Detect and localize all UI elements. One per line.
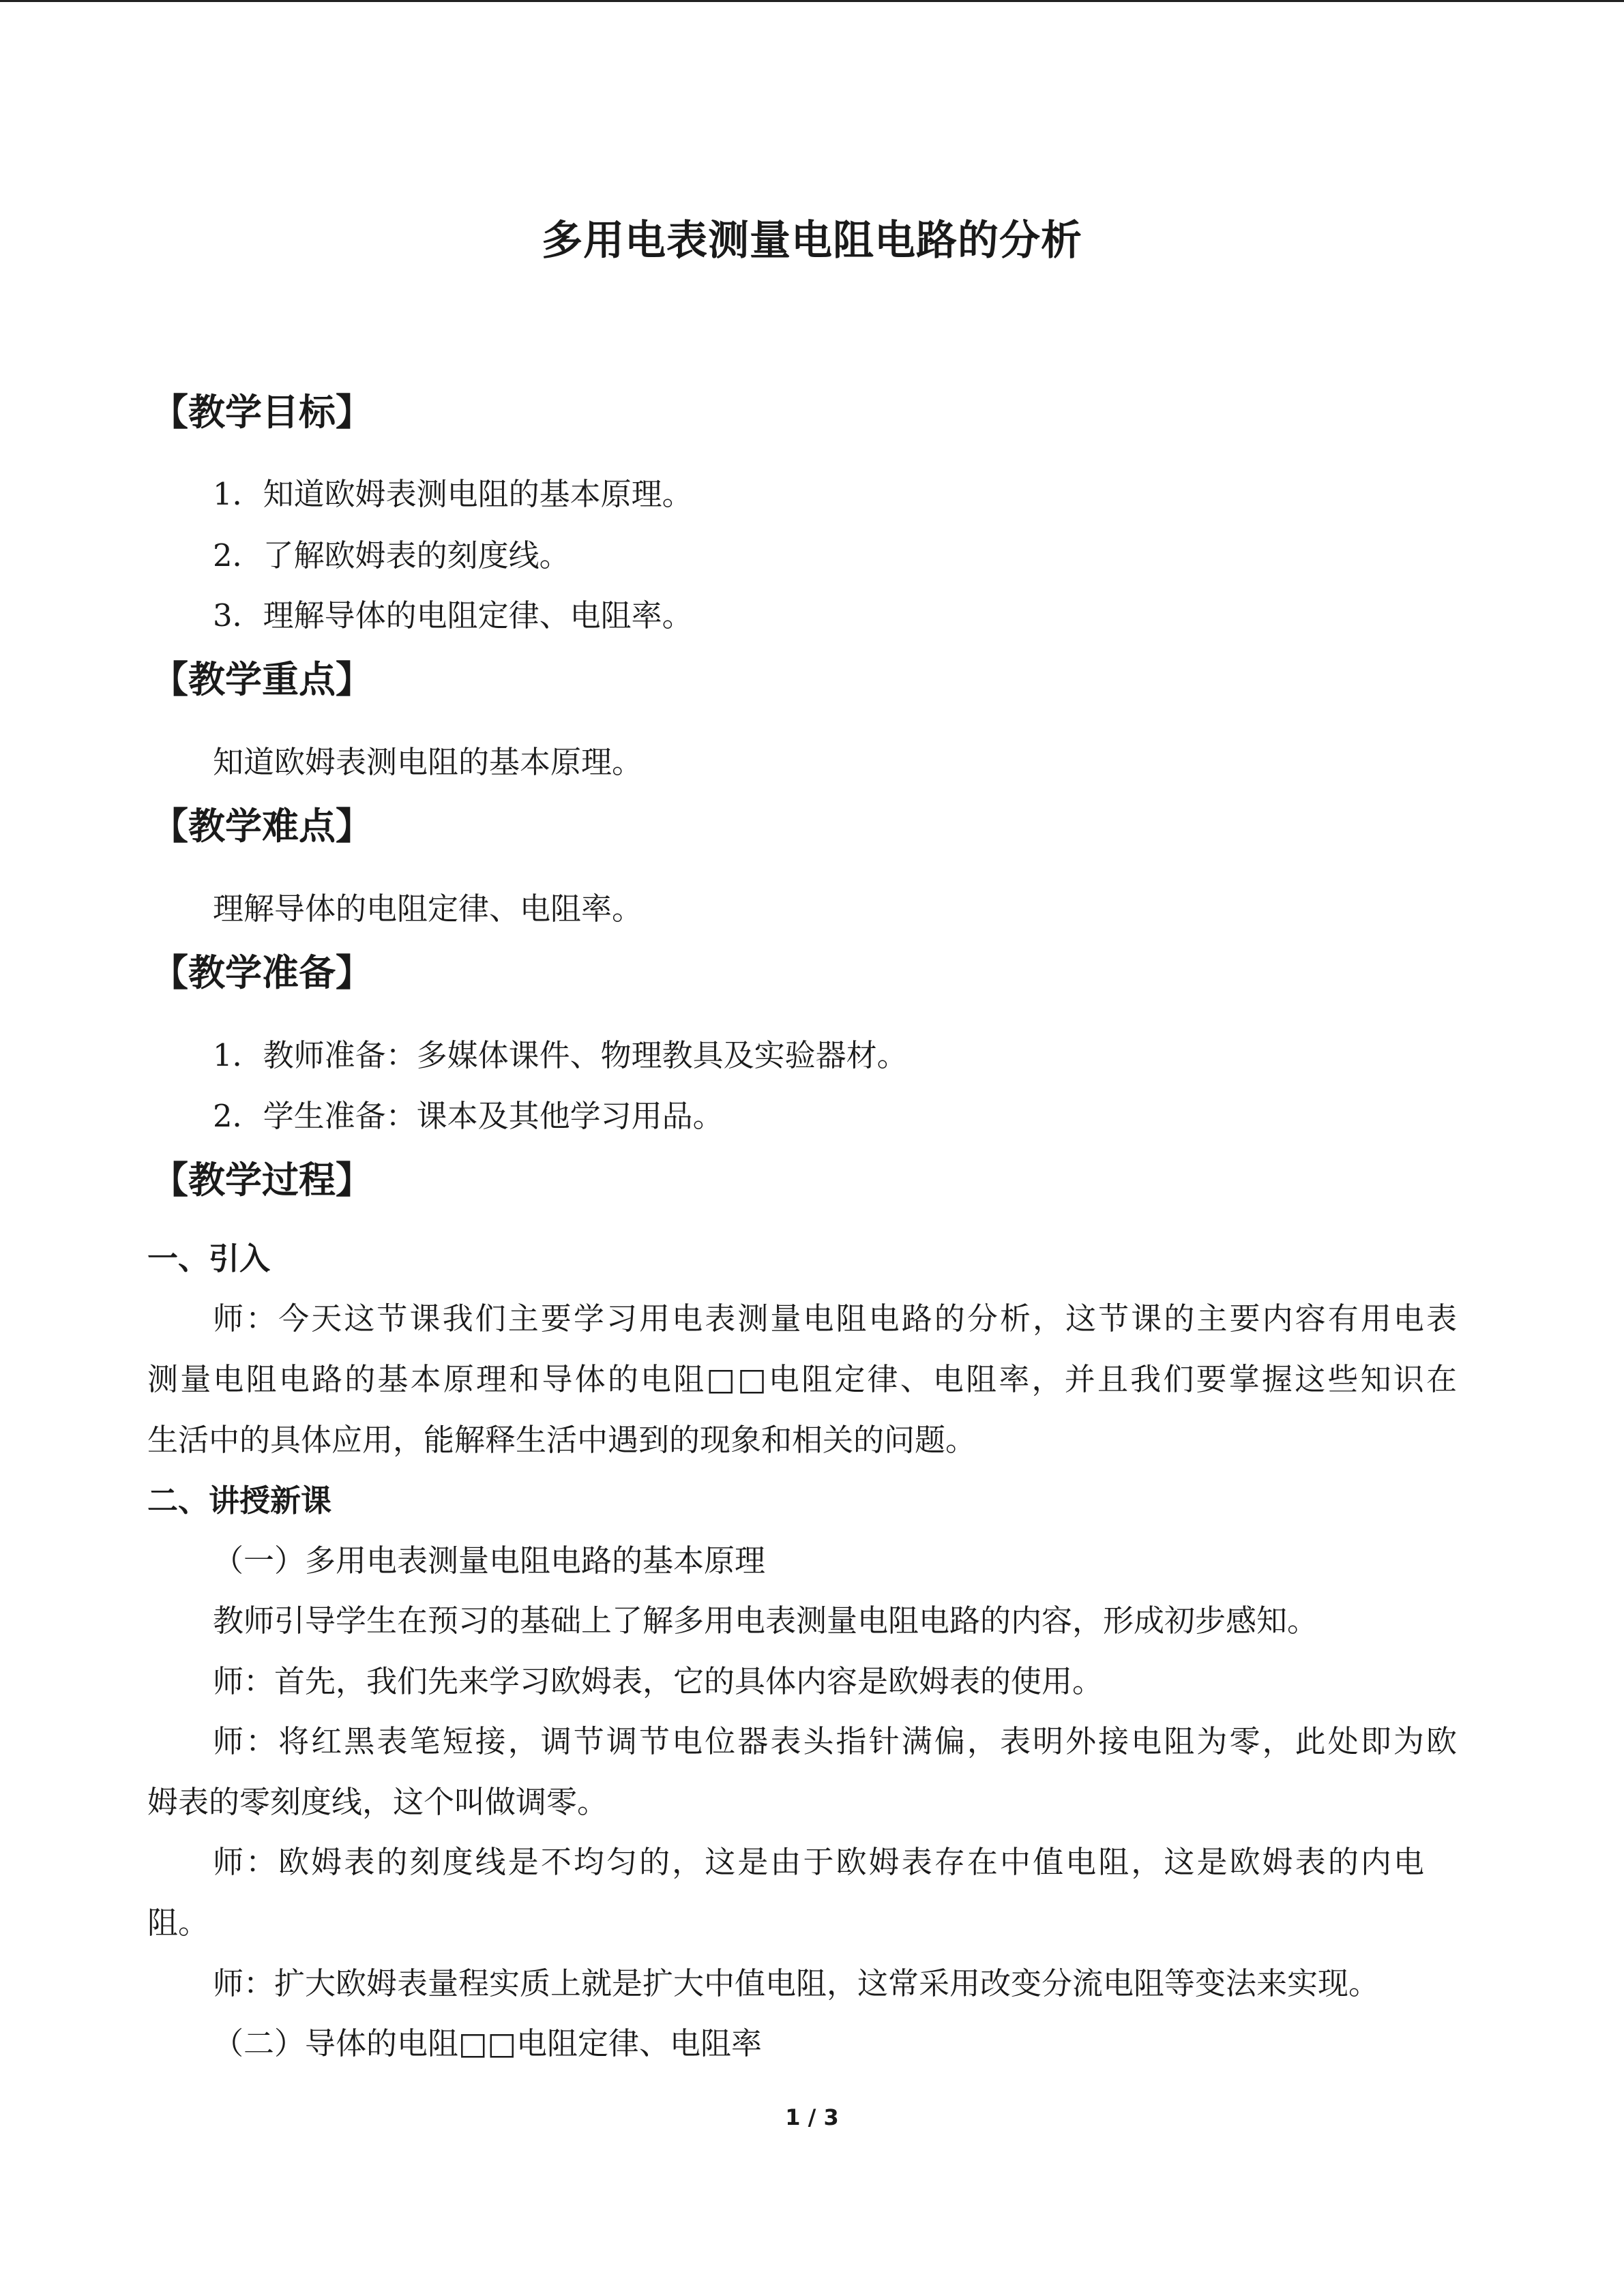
document-title: 多用电表测量电阻电路的分析 xyxy=(542,217,1082,265)
preparation-item-1: 1．教师准备：多媒体课件、物理教具及实验器材。 xyxy=(213,1037,908,1073)
heading-difficulties: 【教学难点】 xyxy=(151,805,372,848)
subheading-new-lesson: 二、讲授新课 xyxy=(147,1482,332,1519)
part2-heading: （二）导体的电阻□□电阻定律、电阻率 xyxy=(213,2025,763,2061)
difficulties-text: 理解导体的电阻定律、电阻率。 xyxy=(213,891,643,927)
part1-paragraph-3-line-2: 姆表的零刻度线，这个叫做调零。 xyxy=(147,1784,608,1820)
part1-paragraph-4-line-2: 阻。 xyxy=(147,1905,209,1941)
key-points-text: 知道欧姆表测电阻的基本原理。 xyxy=(213,744,643,780)
part1-paragraph-2: 师：首先，我们先来学习欧姆表，它的具体内容是欧姆表的使用。 xyxy=(213,1663,1104,1699)
intro-line-3: 生活中的具体应用，能解释生活中遇到的现象和相关的问题。 xyxy=(147,1422,977,1458)
heading-key-points: 【教学重点】 xyxy=(151,658,372,701)
heading-process: 【教学过程】 xyxy=(151,1159,372,1202)
objective-item-2: 2．了解欧姆表的刻度线。 xyxy=(213,537,570,573)
part1-heading: （一）多用电表测量电阻电路的基本原理 xyxy=(213,1542,766,1579)
objective-item-3: 3．理解导体的电阻定律、电阻率。 xyxy=(213,597,693,633)
part1-paragraph-5: 师：扩大欧姆表量程实质上就是扩大中值电阻，这常采用改变分流电阻等变法来实现。 xyxy=(213,1965,1380,2001)
heading-objectives: 【教学目标】 xyxy=(151,391,372,434)
page-number: 1 / 3 xyxy=(785,2104,839,2130)
preparation-item-2: 2．学生准备：课本及其他学习用品。 xyxy=(213,1098,724,1134)
subheading-intro: 一、引入 xyxy=(147,1240,271,1277)
part1-paragraph-1: 教师引导学生在预习的基础上了解多用电表测量电阻电路的内容，形成初步感知。 xyxy=(213,1602,1318,1639)
intro-line-1: 师：今天这节课我们主要学习用电表测量电阻电路的分析，这节课的主要内容有用电表 xyxy=(213,1300,1457,1337)
heading-preparation: 【教学准备】 xyxy=(151,951,372,994)
objective-item-1: 1．知道欧姆表测电阻的基本原理。 xyxy=(213,476,693,512)
part1-paragraph-3-line-1: 师：将红黑表笔短接，调节调节电位器表头指针满偏，表明外接电阻为零，此处即为欧 xyxy=(213,1723,1457,1759)
intro-line-2: 测量电阻电路的基本原理和导体的电阻□□电阻定律、电阻率，并且我们要掌握这些知识在 xyxy=(147,1361,1457,1397)
part1-paragraph-4-line-1: 师：欧姆表的刻度线是不均匀的，这是由于欧姆表存在中值电阻，这是欧姆表的内电 xyxy=(213,1844,1424,1880)
